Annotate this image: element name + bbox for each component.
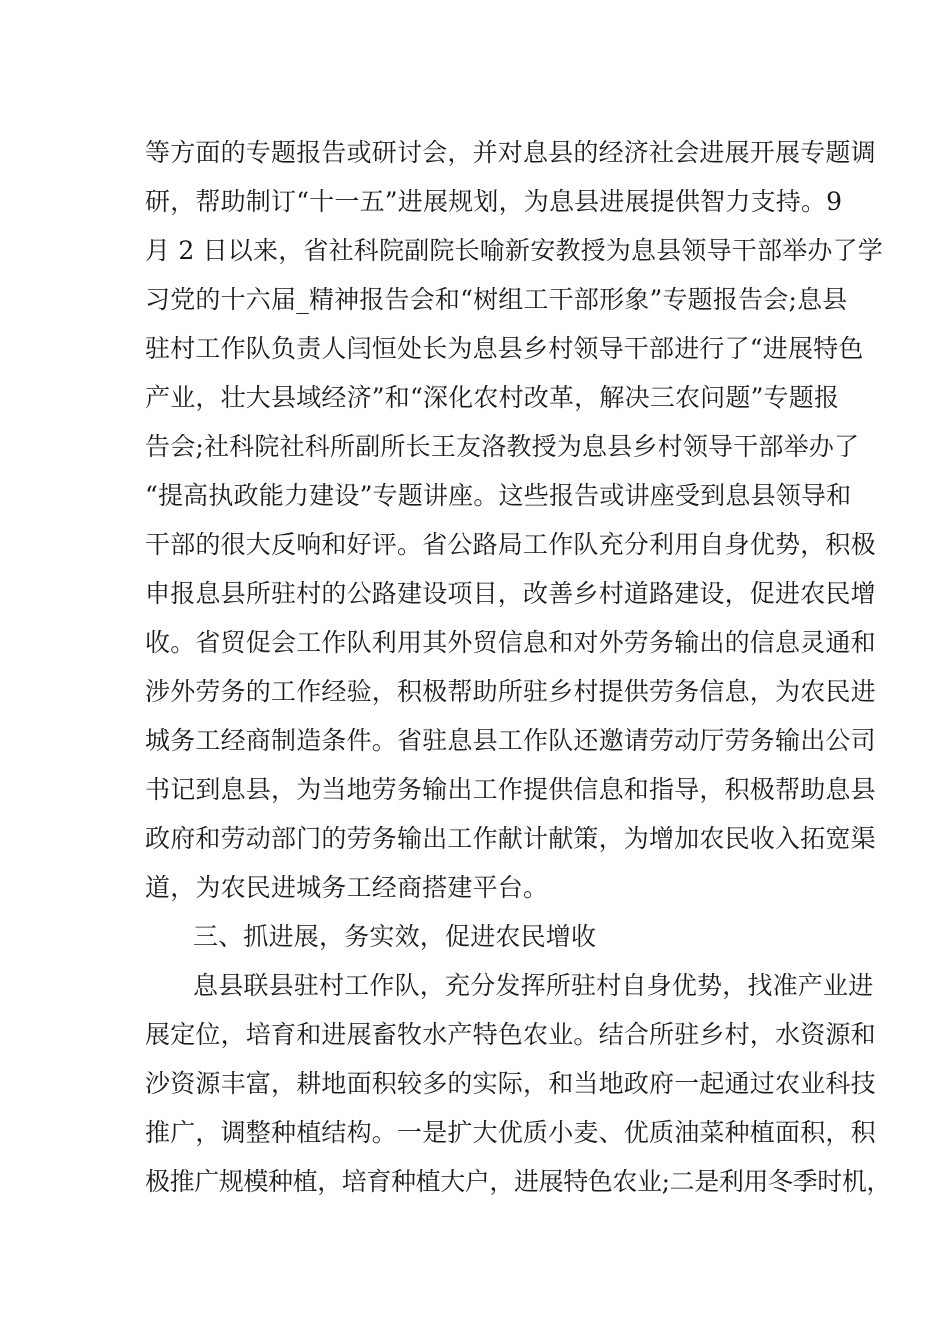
text-line: 习党的十六届_精神报告会和“树组工干部形象”专题报告会;息县 (145, 285, 848, 314)
text-line: 驻村工作队负责人闫恒处长为息县乡村领导干部进行了“进展特色 (145, 334, 864, 363)
text-line: “提高执政能力建设”专题讲座。这些报告或讲座受到息县领导和 (145, 481, 852, 510)
text-line: 告会;社科院社科所副所长王友洛教授为息县乡村领导干部举办了 (145, 432, 860, 461)
text-line: 展定位，培育和进展畜牧水产特色农业。结合所驻乡村，水资源和 (145, 1020, 876, 1049)
text-line: 推广，调整种植结构。一是扩大优质小麦、优质油菜种植面积，积 (145, 1118, 876, 1147)
text-line: 月 2 日以来，省社科院副院长喻新安教授为息县领导干部举办了学 (145, 236, 884, 265)
text-line: 申报息县所驻村的公路建设项目，改善乡村道路建设，促进农民增 (145, 579, 876, 608)
text-line: 书记到息县，为当地劳务输出工作提供信息和指导，积极帮助息县 (145, 775, 876, 804)
text-line: 极推广规模种植，培育种植大户，进展特色农业;二是利用冬季时机， (145, 1167, 892, 1196)
text-line: 干部的很大反响和好评。省公路局工作队充分利用自身优势，积极 (145, 530, 876, 559)
text-line: 道，为农民进城务工经商搭建平台。 (145, 873, 549, 902)
text-line: 城务工经商制造条件。省驻息县工作队还邀请劳动厅劳务输出公司 (145, 726, 876, 755)
text-line: 产业，壮大县域经济”和“深化农村改革，解决三农问题”专题报 (145, 383, 840, 412)
text-line: 沙资源丰富，耕地面积较多的实际，和当地政府一起通过农业科技 (145, 1069, 876, 1098)
section-heading: 三、抓进展，务实效，促进农民增收 (193, 922, 597, 951)
text-line: 涉外劳务的工作经验，积极帮助所驻乡村提供劳务信息，为农民进 (145, 677, 876, 706)
text-line: 收。省贸促会工作队利用其外贸信息和对外劳务输出的信息灵通和 (145, 628, 876, 657)
text-line: 研，帮助制订“十一五”进展规划，为息县进展提供智力支持。9 (145, 187, 843, 216)
text-line: 等方面的专题报告或研讨会，并对息县的经济社会进展开展专题调 (145, 138, 876, 167)
text-line: 政府和劳动部门的劳务输出工作献计献策，为增加农民收入拓宽渠 (145, 824, 876, 853)
text-line: 息县联县驻村工作队，充分发挥所驻村自身优势，找准产业进 (193, 971, 874, 1000)
